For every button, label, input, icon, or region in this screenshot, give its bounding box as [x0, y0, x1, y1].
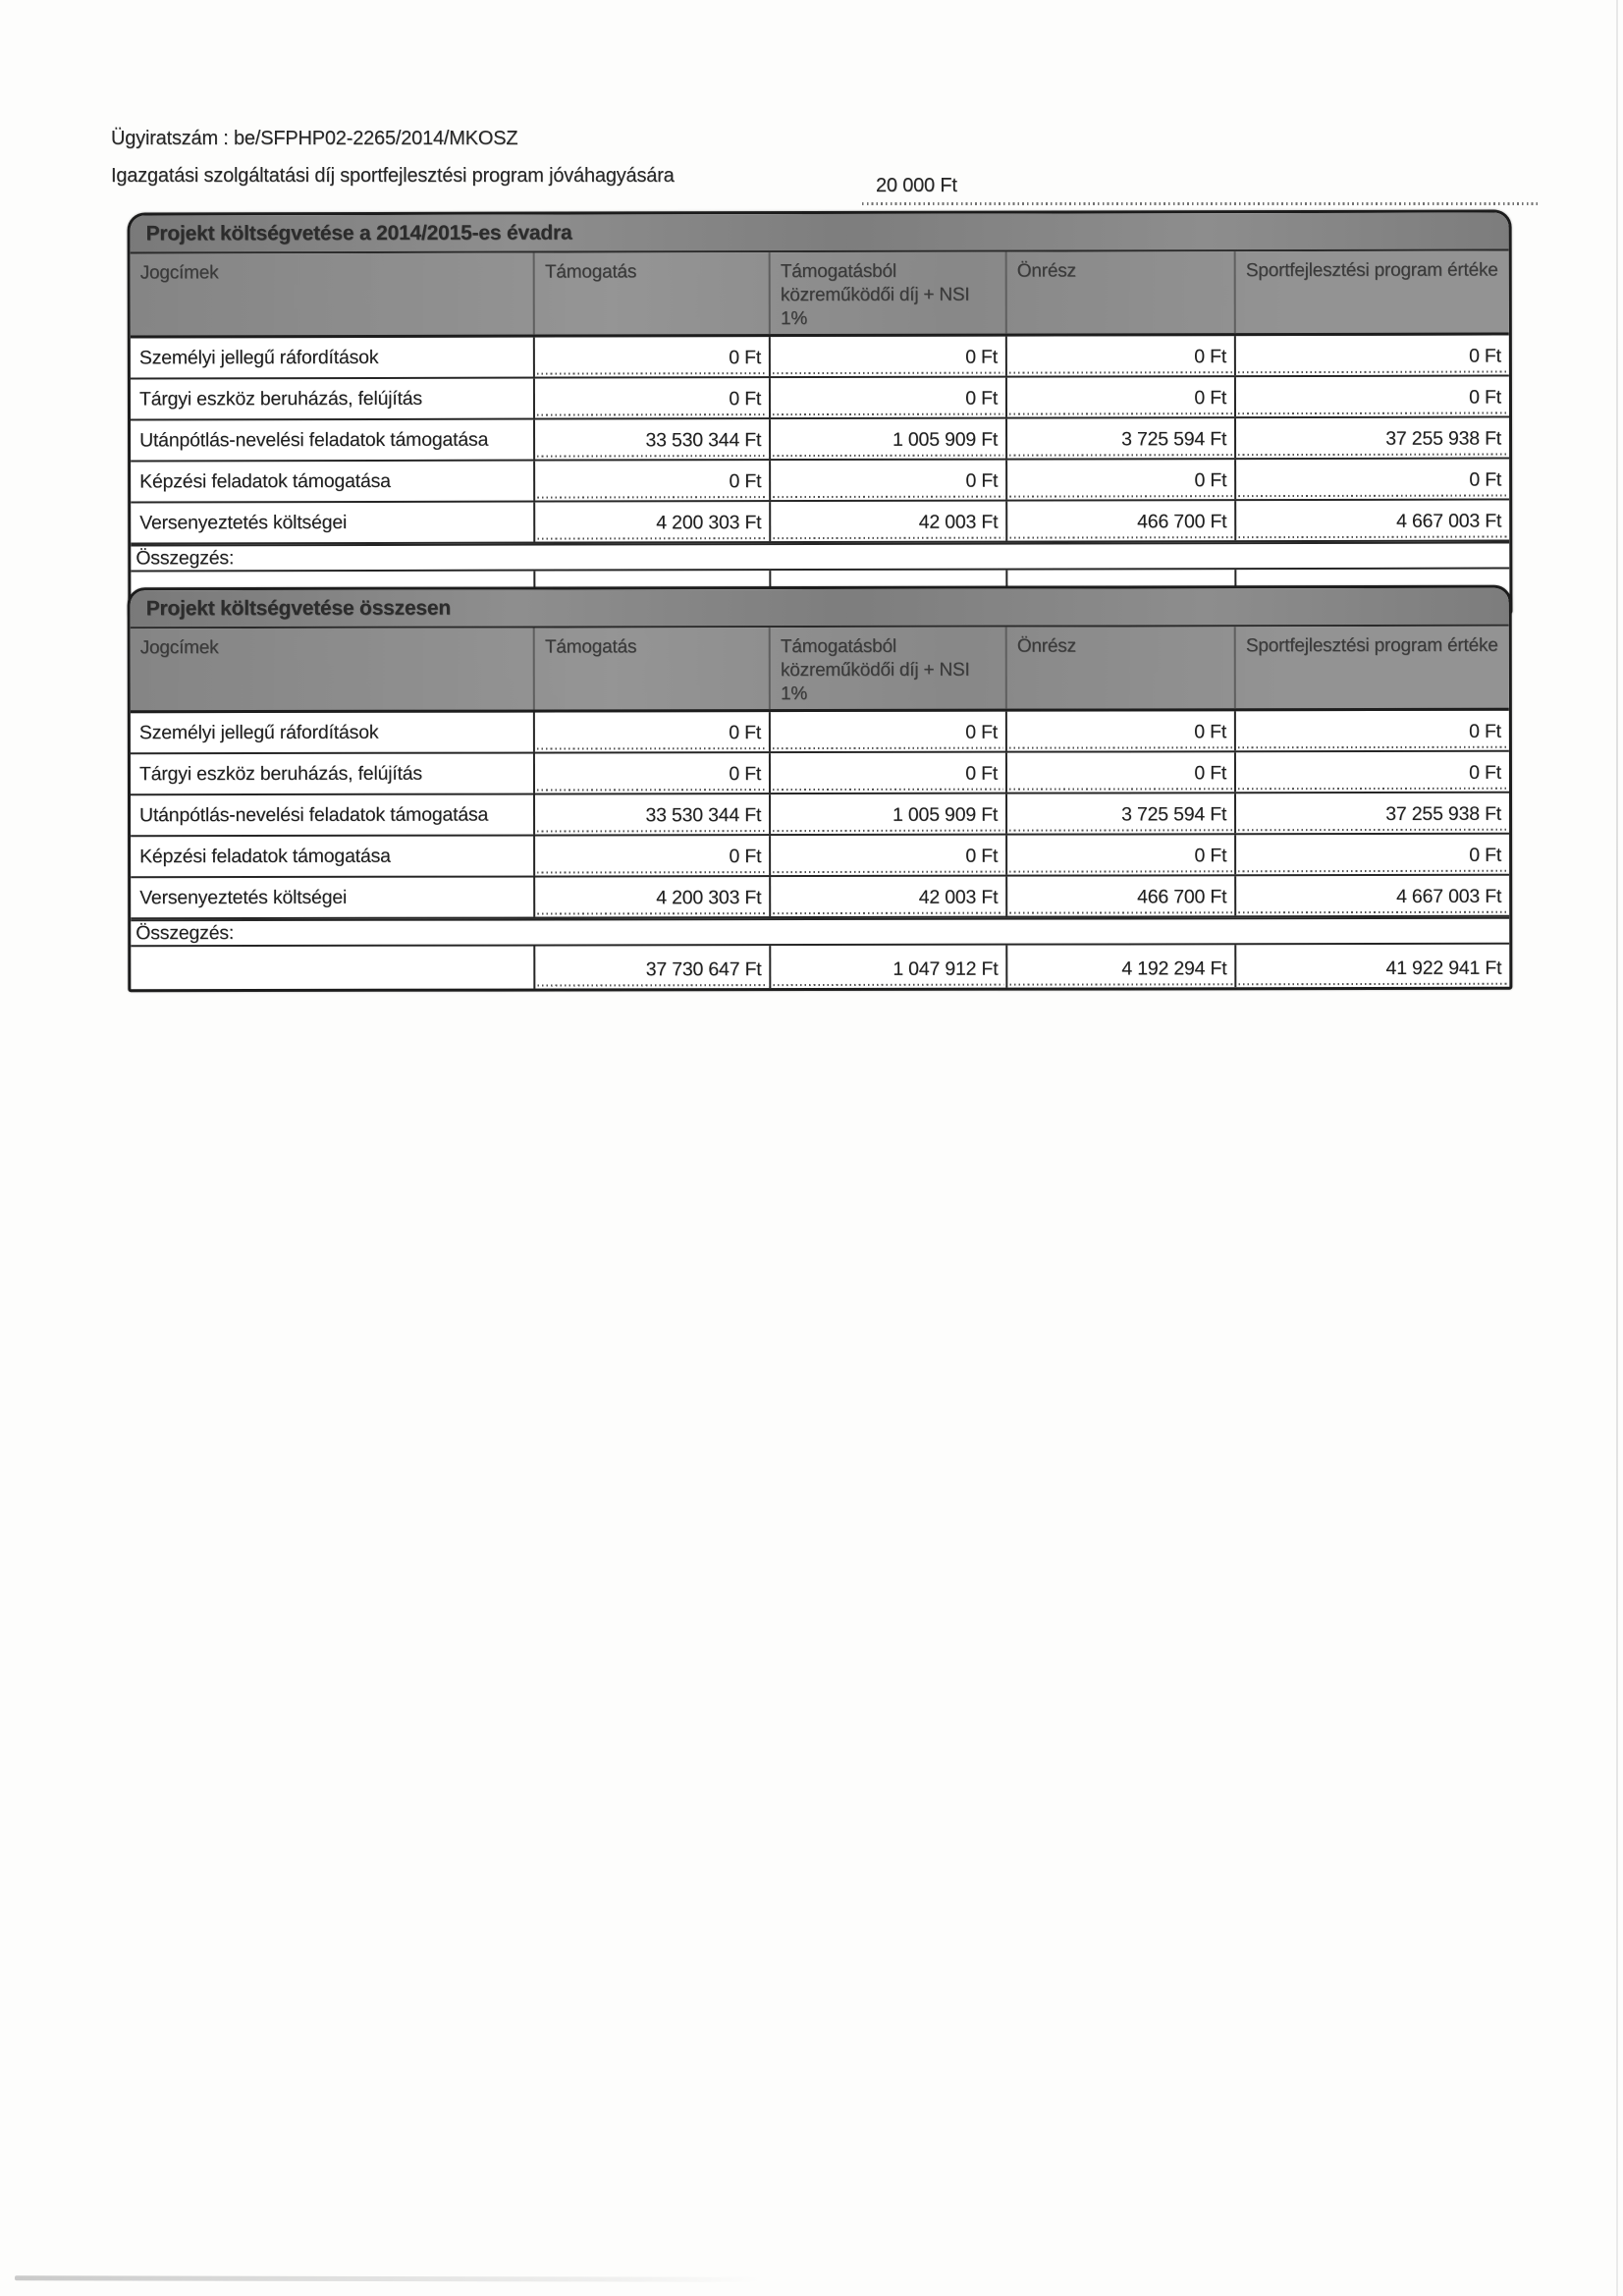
cell-onresz [1005, 712, 1234, 751]
dotted-underline [1238, 370, 1507, 373]
column-header-tamogatas: Támogatás [533, 252, 769, 335]
cell-value: 4 667 003 Ft [1396, 886, 1502, 908]
cell-value: 0 Ft [1469, 721, 1501, 743]
dotted-underline [1009, 454, 1232, 457]
column-header-tamogatasbol [769, 628, 1005, 710]
cell-value: 0 Ft [729, 763, 762, 786]
dotted-underline [537, 871, 767, 874]
overall-table-header-row [131, 627, 1509, 714]
row-label: Versenyeztetés költségei [139, 511, 348, 534]
table-row [131, 460, 1509, 504]
cell-tamogatas [533, 502, 769, 542]
cell-tamogatas [533, 712, 769, 751]
cell-value: 1 005 909 Ft [893, 428, 999, 452]
row-label: Képzési feladatok támogatása [139, 469, 391, 493]
cell-value: 41 922 941 Ft [1385, 957, 1502, 980]
summary-label-row [131, 542, 1509, 573]
cell-onresz [1005, 377, 1234, 416]
table-row [131, 336, 1509, 380]
cell-tamogatas [533, 378, 769, 418]
dotted-underline [1238, 911, 1507, 914]
cell-value: 0 Ft [1194, 387, 1227, 410]
dotted-underline [537, 537, 767, 540]
cell-tamogatas [533, 877, 769, 916]
cell-value: 33 530 344 Ft [645, 804, 762, 827]
cell-value: 0 Ft [965, 721, 999, 743]
dotted-underline [774, 983, 1004, 986]
fee-description-line: Igazgatási szolgáltatási díj sportfejlesztési program jóváhagyására [111, 165, 675, 187]
cell-value: 0 Ft [965, 845, 999, 867]
summary-label: Összegzés: [135, 547, 235, 570]
cell-value: 42 003 Ft [918, 511, 999, 534]
cell-onresz [1005, 753, 1234, 793]
table-row [131, 377, 1509, 421]
cell-program-ertek [1234, 336, 1509, 376]
cell-value: 0 Ft [1194, 845, 1227, 867]
cell-program-ertek [1234, 793, 1509, 833]
cell-value: 0 Ft [1469, 386, 1501, 409]
dotted-underline [1009, 788, 1232, 791]
dotted-underline [537, 747, 767, 750]
cell-onresz [1005, 418, 1234, 458]
table-row [131, 752, 1509, 795]
totals-row [131, 945, 1509, 989]
summary-label: Összegzés: [135, 921, 235, 944]
cell-tamogatasbol [769, 712, 1005, 751]
cell-value: 37 255 938 Ft [1385, 803, 1502, 826]
column-header-tamogatasbol-line2: közreműködői díj + NSI 1% [780, 659, 970, 704]
cell-program-ertek [1234, 876, 1509, 915]
cell-value: 1 047 912 Ft [893, 957, 999, 981]
cell-tamogatas [533, 461, 769, 501]
dotted-underline [773, 746, 1003, 749]
cell-program-ertek [1234, 418, 1509, 459]
cell-tamogatasbol [769, 836, 1005, 875]
dotted-underline [1009, 536, 1232, 539]
cell-value: 33 530 344 Ft [645, 429, 762, 452]
cell-tamogatas [533, 337, 769, 377]
season-budget-table [128, 210, 1513, 618]
cell-onresz [1005, 794, 1234, 834]
cell-program-ertek [1234, 835, 1509, 874]
table-row [131, 835, 1509, 878]
dotted-underline [773, 829, 1003, 832]
dotted-underline [773, 536, 1003, 539]
dotted-underline [1239, 983, 1508, 986]
dotted-underline [1238, 494, 1507, 497]
fee-underline [862, 202, 1538, 205]
cell-value: 0 Ft [1194, 469, 1227, 492]
cell-onresz [1005, 501, 1234, 540]
dotted-underline [537, 789, 767, 792]
column-header-tamogatasbol-line2: közreműködői díj + NSI 1% [780, 284, 970, 329]
column-header-tamogatas: Támogatás [533, 628, 769, 710]
table-row [131, 876, 1509, 919]
cell-value: 4 200 303 Ft [656, 887, 762, 909]
cell-tamogatasbol [769, 419, 1005, 460]
summary-label-row [131, 917, 1509, 947]
cell-program-ertek [1234, 501, 1509, 541]
overall-budget-table [128, 585, 1513, 993]
column-header-program-ertek: Sportfejlesztési program értéke [1234, 627, 1509, 709]
cell-tamogatasbol [769, 502, 1005, 542]
column-header-tamogatasbol-line1: Támogatásból [780, 635, 896, 658]
cell-value: 37 730 647 Ft [645, 958, 762, 981]
cell-tamogatasbol [769, 378, 1005, 418]
dotted-underline [1009, 412, 1232, 415]
scan-bottom-smudge [15, 2275, 761, 2282]
dotted-underline [537, 413, 767, 416]
cell-value: 0 Ft [729, 470, 762, 493]
cell-value: 0 Ft [1194, 762, 1227, 785]
dotted-underline [773, 911, 1003, 914]
cell-value: 1 005 909 Ft [893, 803, 999, 827]
cell-value: 0 Ft [965, 469, 999, 492]
row-label: Személyi jellegű ráfordítások [138, 721, 379, 743]
table-row [131, 418, 1509, 463]
row-label: Személyi jellegű ráfordítások [138, 346, 379, 369]
cell-value: 0 Ft [1469, 762, 1501, 785]
cell-onresz [1005, 877, 1234, 916]
table-row [131, 711, 1509, 754]
overall-table-title-bar [131, 588, 1509, 629]
cell-tamogatas [533, 836, 769, 875]
cell-value: 3 725 594 Ft [1121, 428, 1227, 451]
column-header-program-ertek: Sportfejlesztési program értéke [1234, 251, 1509, 334]
dotted-underline [1009, 371, 1232, 374]
dotted-underline [1238, 829, 1507, 832]
cell-value: 42 003 Ft [918, 886, 999, 909]
cell-value: 0 Ft [729, 388, 762, 410]
dotted-underline [773, 454, 1003, 457]
dotted-underline [1238, 453, 1507, 456]
row-label: Tárgyi eszköz beruházás, felújítás [138, 762, 423, 785]
cell-tamogatas [533, 419, 769, 460]
column-header-jogcimek: Jogcímek [139, 637, 219, 659]
cell-value: 466 700 Ft [1137, 511, 1227, 533]
cell-value: 0 Ft [1194, 721, 1227, 743]
dotted-underline [537, 912, 767, 915]
season-table-title: Projekt költségvetése a 2014/2015-es évadra [145, 221, 572, 245]
dotted-underline [537, 496, 767, 499]
column-header-tamogatasbol [769, 252, 1005, 335]
cell-onresz [1005, 836, 1234, 875]
cell-program-ertek [1234, 752, 1509, 792]
dotted-underline [773, 870, 1003, 873]
cell-value: 4 667 003 Ft [1396, 510, 1502, 533]
dotted-underline [1009, 495, 1232, 498]
season-table-header-row [131, 251, 1509, 339]
fee-amount: 20 000 Ft [876, 175, 957, 196]
column-header-jogcimek: Jogcímek [139, 262, 219, 284]
row-label: Képzési feladatok támogatása [139, 845, 391, 867]
total-onresz [1005, 946, 1234, 988]
cell-program-ertek [1234, 711, 1509, 750]
cell-value: 37 255 938 Ft [1385, 427, 1502, 451]
cell-value: 0 Ft [965, 762, 999, 785]
dotted-underline [773, 412, 1003, 415]
totals-empty-cell [131, 947, 533, 990]
cell-value: 0 Ft [1469, 845, 1502, 867]
cell-tamogatasbol [769, 877, 1005, 916]
cell-value: 4 200 303 Ft [656, 512, 762, 534]
dotted-underline [537, 455, 767, 458]
row-label: Utánpótlás-nevelési feladatok támogatása [139, 803, 489, 826]
cell-program-ertek [1234, 377, 1509, 417]
cell-value: 0 Ft [729, 722, 762, 744]
dotted-underline [773, 371, 1003, 374]
dotted-underline [537, 372, 767, 375]
cell-tamogatasbol [769, 794, 1005, 834]
cell-value: 0 Ft [729, 846, 762, 868]
cell-value: 0 Ft [1469, 345, 1501, 367]
season-table-title-bar [131, 213, 1509, 254]
total-tamogatasbol [769, 946, 1005, 988]
total-program-ertek [1234, 945, 1509, 987]
dotted-underline [1009, 983, 1232, 986]
cell-tamogatasbol [769, 461, 1005, 501]
row-label: Versenyeztetés költségei [139, 886, 348, 908]
dotted-underline [1238, 788, 1507, 791]
cell-value: 0 Ft [1469, 468, 1502, 491]
table-row [131, 793, 1509, 837]
column-header-onresz: Önrész [1005, 627, 1234, 709]
dotted-underline [773, 495, 1003, 498]
dotted-underline [1238, 870, 1507, 873]
overall-table-title: Projekt költségvetése összesen [145, 596, 452, 620]
cell-value: 4 192 294 Ft [1121, 957, 1227, 980]
dotted-underline [1009, 746, 1232, 749]
dotted-underline [1009, 870, 1232, 873]
table-row [131, 501, 1509, 545]
cell-tamogatas [533, 753, 769, 793]
cell-onresz [1005, 336, 1234, 375]
dotted-underline [1238, 535, 1507, 538]
cell-value: 0 Ft [965, 346, 998, 368]
column-header-tamogatasbol-line1: Támogatásból [780, 260, 896, 283]
dotted-underline [1238, 411, 1507, 414]
cell-tamogatas [533, 794, 769, 834]
dotted-underline [537, 830, 767, 833]
row-label: Tárgyi eszköz beruházás, felújítás [138, 387, 423, 410]
dotted-underline [1009, 911, 1232, 914]
dotted-underline [1009, 829, 1232, 832]
dotted-underline [538, 984, 768, 987]
cell-program-ertek [1234, 460, 1509, 500]
scan-right-edge-line [1616, 0, 1618, 2296]
case-number-line: Ügyiratszám : be/SFPHP02-2265/2014/MKOSZ [111, 128, 518, 149]
cell-tamogatasbol [769, 753, 1005, 793]
column-header-onresz: Önrész [1005, 251, 1234, 334]
dotted-underline [773, 788, 1003, 791]
cell-value: 3 725 594 Ft [1121, 803, 1227, 826]
cell-value: 0 Ft [729, 347, 762, 369]
cell-value: 0 Ft [965, 387, 999, 410]
dotted-underline [1238, 746, 1507, 749]
row-label: Utánpótlás-nevelési feladatok támogatása [139, 428, 489, 452]
cell-onresz [1005, 460, 1234, 499]
cell-tamogatasbol [769, 337, 1005, 377]
cell-value: 0 Ft [1194, 346, 1227, 368]
total-tamogatas [534, 946, 770, 988]
cell-value: 466 700 Ft [1137, 886, 1227, 908]
